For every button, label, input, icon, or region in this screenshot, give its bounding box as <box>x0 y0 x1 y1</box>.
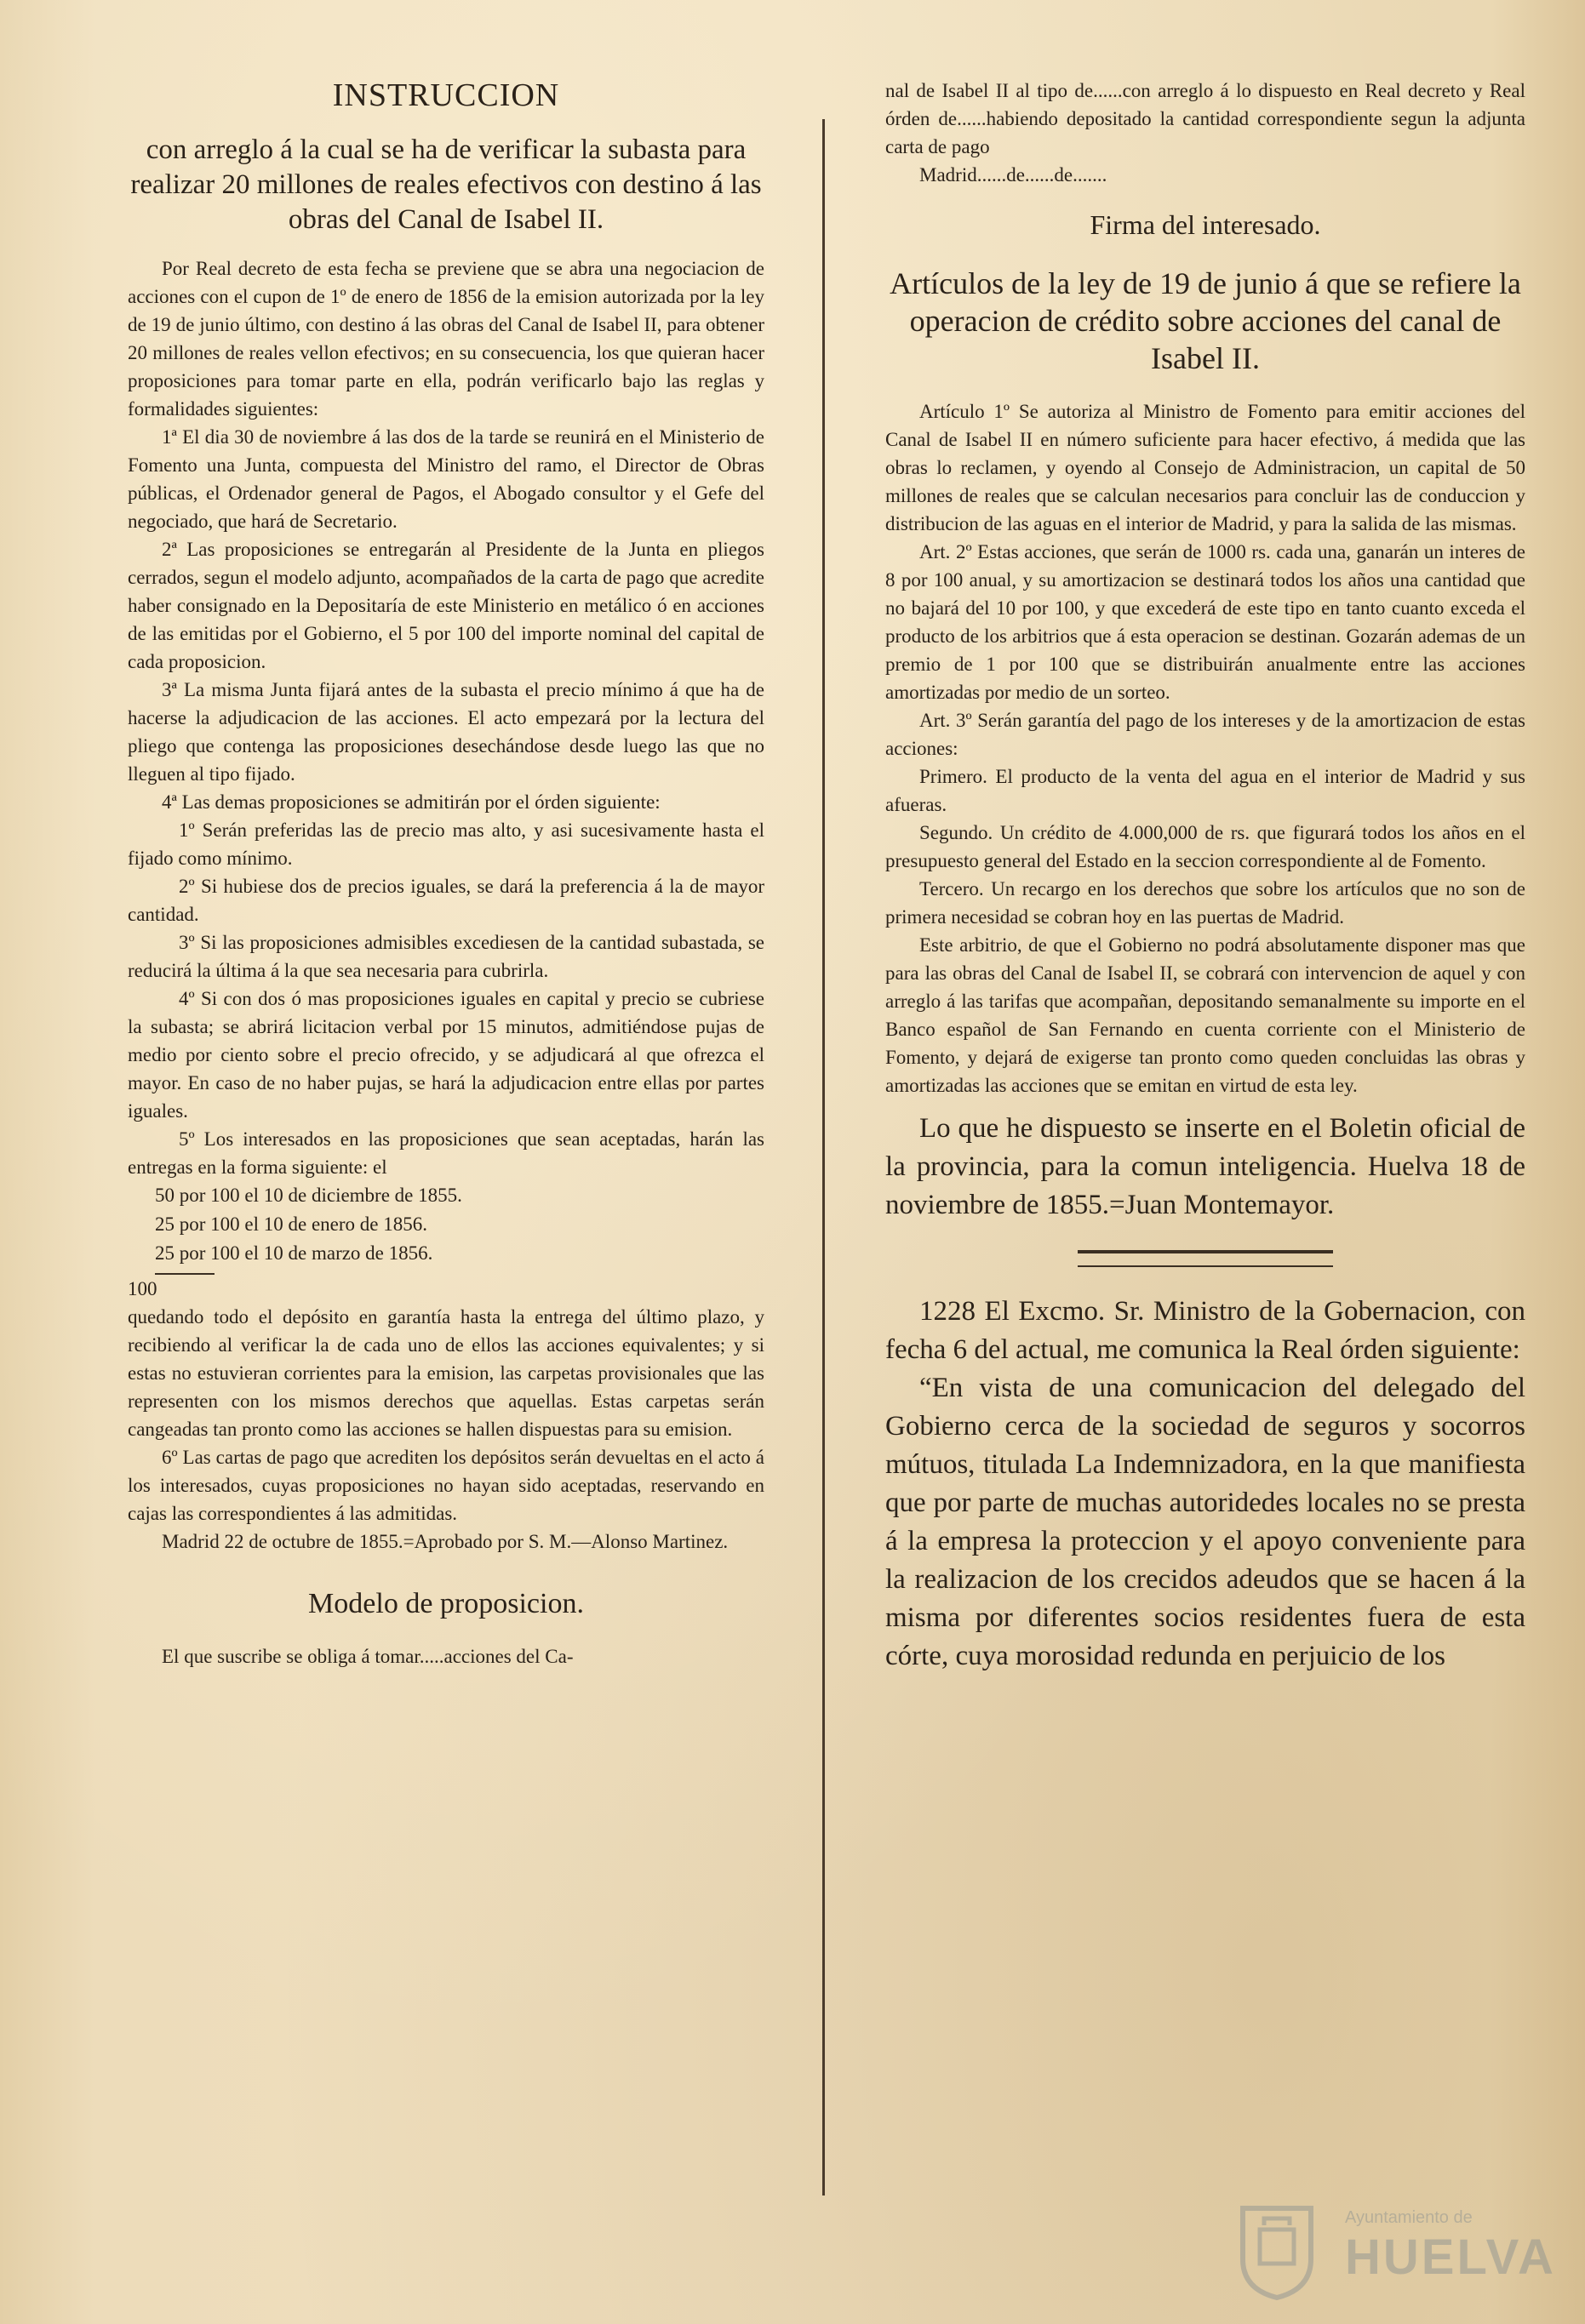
law-article: Tercero. Un recargo en los derechos que sobre los artículos que no son de primera necesidad se cobran hoy en las puertas de Madrid. <box>885 878 1525 928</box>
model-text <box>128 1642 764 1670</box>
installment-line: 25 por 100 el 10 de marzo de 1856. <box>155 1242 433 1264</box>
installment-total: 100 <box>128 1278 157 1299</box>
law-title: Artículos de la ley de 19 de junio á que se refiere la operacion de crédito sobre acciones del canal de Isabel II. <box>890 266 1521 375</box>
notice-number: 1228 <box>919 1296 976 1327</box>
instruction-heading: INSTRUCCION <box>332 77 560 113</box>
instruction-body <box>128 254 764 1556</box>
installment-line: 25 por 100 el 10 de enero de 1856. <box>155 1213 428 1235</box>
instruction-paragraph: 1ª El dia 30 de noviembre á las dos de la tarde se reunirá en el Ministerio de Fomento una Junta, compuesta del Ministro del ramo, el Director de Obras públicas, el Ordenador general de Pagos, el Abogado consultor y el Gefe del negociado, que hará de Secretario. <box>128 426 764 532</box>
instruction-paragraph: quedando todo el depósito en garantía hasta la entrega del último plazo, y recibiendo al verificar la de cada uno de ellos las acciones equivalentes; y si estas no estuvieran corrientes para la emision, las carpetas provisionales que las representen con los mismos derechos que aquellas. Estas carpetas serán cangeadas tan pronto como las acciones se hallen dispuestas para su emision. <box>128 1306 764 1440</box>
archive-watermark <box>1226 2200 1556 2302</box>
closing-text: Lo que he dispuesto se inserte en el Boletin oficial de la provincia, para la comun inteligencia. Huelva 18 de noviembre de 1855.=Juan Montemayor. <box>885 1113 1525 1220</box>
signature-line: Firma del interesado. <box>1090 209 1321 240</box>
sub-item: 4º Si con dos ó mas proposiciones iguales en capital y precio se cubriese la subasta; se abrirá licitacion verbal por 15 minutos, admitiéndose pujas de medio por ciento sobre el precio ofrecido, y se adjudicará al que ofrezca el mayor. En caso de no haber pujas, se hará la adjudicacion entre ellas por partes iguales. <box>128 988 764 1122</box>
law-articles <box>885 397 1525 1099</box>
law-article: Este arbitrio, de que el Gobierno no podrá absolutamente disponer mas que para las obras del Canal de Isabel II, se cobrará con intervencion de aquel y con arreglo á las tarifas que acompañan, depositando semanalmente su importe en el Banco español de San Fernando en cuenta corriente con el Ministerio de Fomento, y dejará de exigerse tan pronto como queden concluidas las obras y amortizadas las acciones que se emitan en virtud de esta ley. <box>885 934 1525 1096</box>
law-article: Artículo 1º Se autoriza al Ministro de Fomento para emitir acciones del Canal de Isabel II en número suficiente para hacer efectivo, á medida que las obras lo reclamen, y oyendo al Consejo de Administracion, un capital de 50 millones de reales que se calculan necesarios para concluir las de conduccion y distribucion de las aguas en el interior de Madrid, y para la salida de las mismas. <box>885 401 1525 534</box>
instruction-paragraph: 2ª Las proposiciones se entregarán al Presidente de la Junta en pliegos cerrados, segun el modelo adjunto, acompañados de la carta de pago que acredite haber consignado en la Depositaría de este Ministerio en metálico ó en acciones de las emitidas por el Gobierno, el 5 por 100 del importe nominal del capital de cada proposicion. <box>128 539 764 672</box>
model-date: Madrid......de......de....... <box>919 164 1107 186</box>
law-article: Art. 2º Estas acciones, que serán de 1000 rs. cada una, ganarán un interes de 8 por 100 anual, y su amortizacion se destinará todos los años una cantidad que no bajará del 10 por 100, y que excederá de este tipo en tanto cuanto exceda el producto de los arbitrios que á esta operacion se destinan. Gozarán ademas de un premio de 1 por 100 que se distribuirán anualmente entre las acciones amortizadas por medio de un sorteo. <box>885 541 1525 703</box>
watermark-text: Ayuntamiento de <box>1345 2208 1473 2227</box>
closing-block <box>885 1110 1525 1225</box>
sub-item: 3º Si las proposiciones admisibles excediesen de la cantidad subastada, se reducirá la última á la que sea necesaria para cubrirla. <box>128 932 764 981</box>
law-article: Segundo. Un crédito de 4.000,000 de rs. que figurará todos los años en el presupuesto general del Estado en la seccion correspondiente al de Fomento. <box>885 822 1525 871</box>
column-divider <box>822 119 825 2196</box>
notice-body: “En vista de una comunicacion del delegado del Gobierno cerca de la sociedad de seguros y socorros mútuos, titulada La Indemnizadora, en la que manifiesta que por parte de muchas autoridedes locales no se presta á la empresa la proteccion y el apoyo conveniente para la realizacion de los crecidos adeudos que se hacen á la misma por diferentes socios residentes fuera de esta córte, cuya morosidad redunda en perjuicio de los <box>885 1373 1525 1671</box>
model-title: Modelo de proposicion. <box>308 1588 584 1619</box>
model-cont: nal de Isabel II al tipo de......con arreglo á lo dispuesto en Real decreto y Real órden de......habiendo depositado la cantidad correspondiente segun la adjunta carta de pago <box>885 80 1525 157</box>
instruction-paragraph: 6º Las cartas de pago que acrediten los depósitos serán devueltas en el acto á los interesados, cuyas proposiciones no hayan sido aceptadas, reservando en cajas las correspondientes á las admitidas. <box>128 1447 764 1524</box>
sub-item: 1º Serán preferidas las de precio mas alto, y asi sucesivamente hasta el fijado como mínimo. <box>128 819 764 869</box>
sub-item: 2º Si hubiese dos de precios iguales, se dará la preferencia á la de mayor cantidad. <box>128 876 764 925</box>
date-line: Madrid 22 de octubre de 1855.=Aprobado por S. M.—Alonso Martinez. <box>162 1531 729 1552</box>
notice-intro: El Excmo. Sr. Ministro de la Gobernacion, con fecha 6 del actual, me comunica la Real órden siguiente: <box>885 1296 1525 1365</box>
section-rule <box>1078 1250 1333 1267</box>
instruction-paragraph: 3ª La misma Junta fijará antes de la subasta el precio mínimo á que ha de hacerse la adjudicacion de las acciones. El acto empezará por la lectura del pliego que contenga las proposiciones desechándose desde luego las que no lleguen al tipo fijado. <box>128 679 764 785</box>
sub-item: 5º Los interesados en las proposiciones que sean aceptadas, harán las entregas en la forma siguiente: el <box>128 1128 764 1178</box>
instruction-paragraph: 4ª Las demas proposiciones se admitirán por el órden siguiente: <box>162 791 661 813</box>
model-start: El que suscribe se obliga á tomar.....acciones del Ca- <box>162 1646 574 1667</box>
law-article: Art. 3º Serán garantía del pago de los intereses y de la amortizacion de estas acciones: <box>885 710 1525 759</box>
model-continuation <box>885 77 1525 189</box>
left-column <box>128 77 764 1670</box>
next-notice <box>885 1293 1525 1676</box>
right-column <box>885 77 1525 1676</box>
installment-line: 50 por 100 el 10 de diciembre de 1855. <box>155 1185 462 1206</box>
watermark-brand: HUELVA <box>1345 2230 1556 2285</box>
instruction-title: con arreglo á la cual se ha de verificar la subasta para realizar 20 millones de reales efectivos con destino á las obras del Canal de Isabel II. <box>130 134 762 235</box>
law-article: Primero. El producto de la venta del agua en el interior de Madrid y sus afueras. <box>885 766 1525 815</box>
instruction-paragraph: Por Real decreto de esta fecha se previene que se abra una negociacion de acciones con el cupon de 1º de enero de 1856 de la emision autorizada por la ley de 19 de junio último, con destino á las obras del Canal de Isabel II, para obtener 20 millones de reales vellon efectivos; en su consecuencia, los que quieran hacer proposiciones para tomar parte en ella, podrán verificarlo bajo las reglas y formalidades siguientes: <box>128 258 764 420</box>
coat-of-arms-icon <box>1226 2200 1328 2302</box>
